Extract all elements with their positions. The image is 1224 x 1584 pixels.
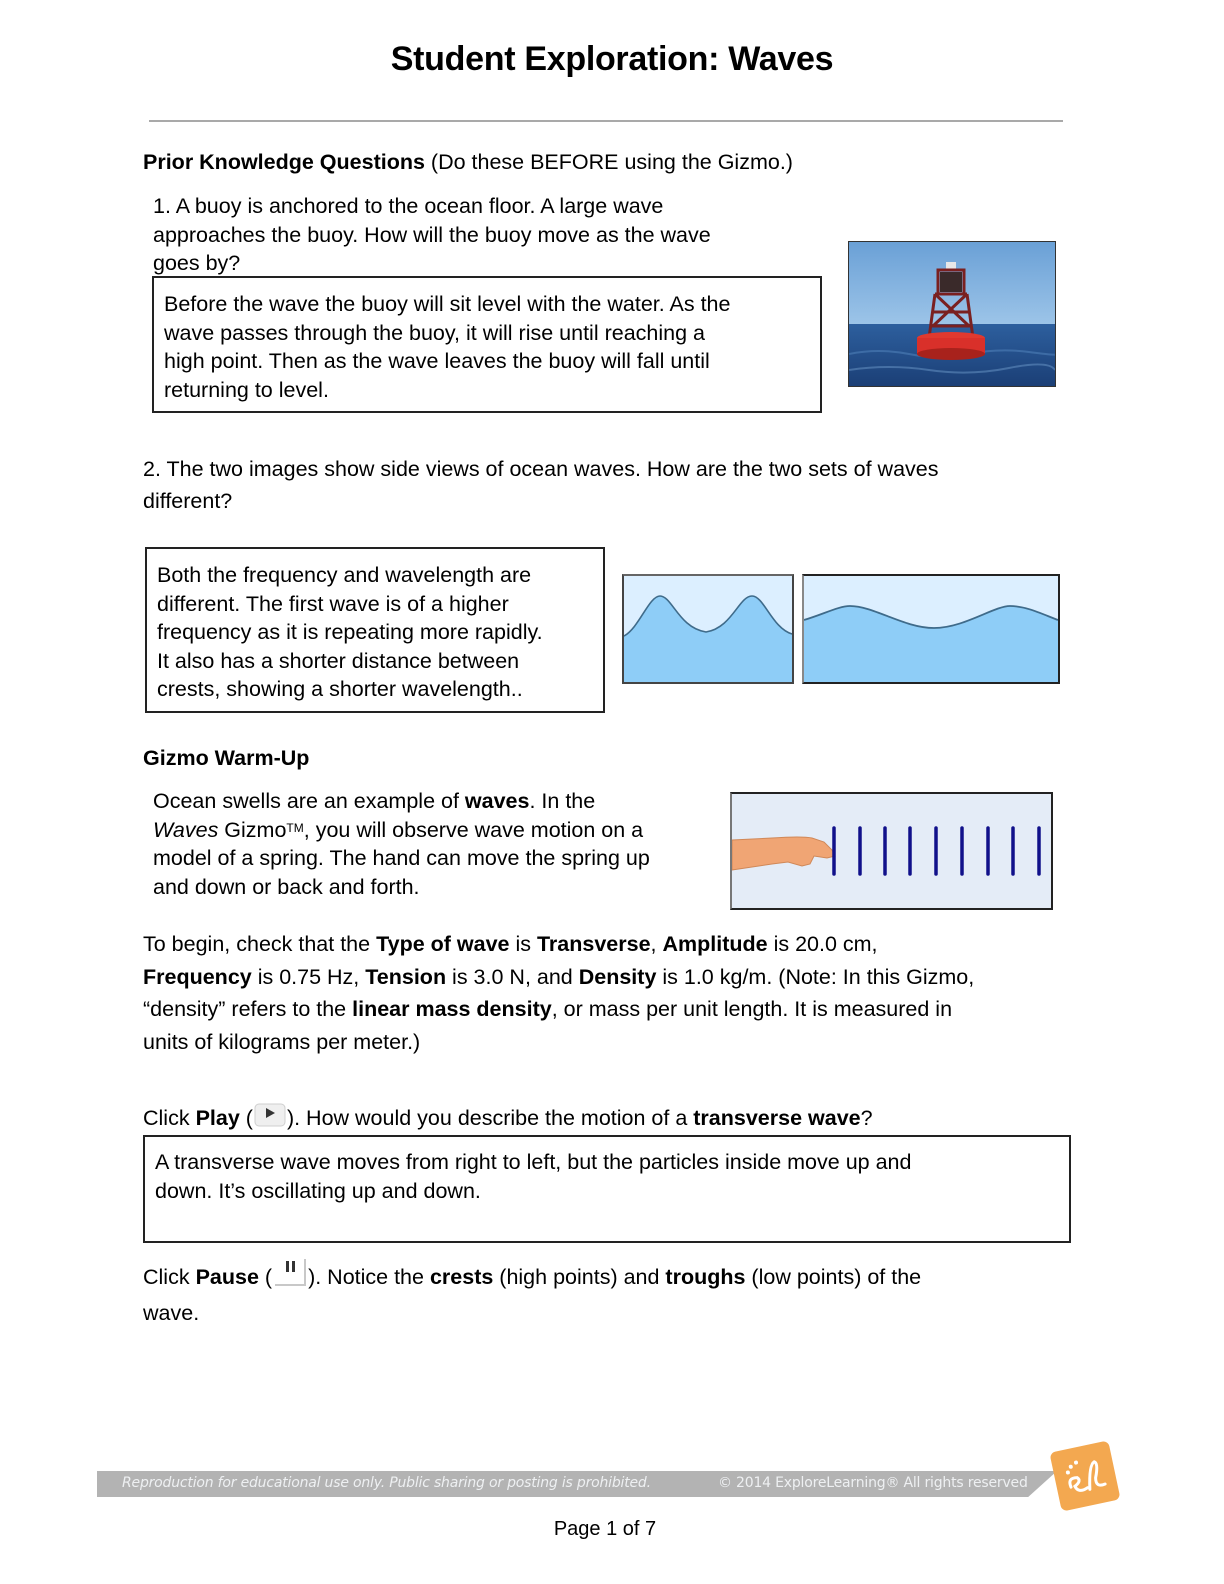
setup-line-3 <box>143 993 1073 1026</box>
pause-line-1 <box>143 1257 1073 1297</box>
answer-box-play[interactable] <box>143 1135 1071 1243</box>
short-wavelength-wave <box>624 576 792 682</box>
text: , or mass per unit length. It is measured in <box>551 997 953 1021</box>
bold-term: Transverse <box>536 932 651 956</box>
question-line: 2. The two images show side views of ocean waves. How are the two sets of waves <box>143 457 939 481</box>
text: is <box>509 932 537 956</box>
bold-term: Density <box>578 964 657 989</box>
bold-term: Tension <box>365 964 447 989</box>
intro-line-3: model of a spring. The hand can move the spring up <box>153 846 650 870</box>
hand-spring-illustration <box>732 794 1051 908</box>
question-line: 1. A buoy is anchored to the ocean floor. A large wave <box>153 194 664 218</box>
text: Click <box>143 1265 196 1289</box>
section-heading-text: Prior Knowledge Questions <box>143 150 425 174</box>
buoy-illustration <box>849 242 1055 386</box>
bold-term: Amplitude <box>662 932 768 956</box>
footer-notice: Reproduction for educational use only. Public sharing or posting is prohibited. <box>122 1475 651 1491</box>
play-icon <box>254 1102 286 1136</box>
text: ( <box>258 1265 273 1289</box>
answer-line: A transverse wave moves from right to left, but the particles inside move up and <box>155 1150 912 1174</box>
question-line: different? <box>143 489 233 513</box>
answer-line: different. The first wave is of a higher <box>157 591 509 616</box>
question-line: goes by? <box>153 251 241 275</box>
answer-line: frequency as it is repeating more rapidly. <box>157 620 543 644</box>
pause-prompt <box>143 1257 1073 1330</box>
answer-line: returning to level. <box>164 377 329 402</box>
section-heading-note: (Do these BEFORE using the Gizmo.) <box>424 150 793 174</box>
answer-line: crests, showing a shorter wavelength.. <box>157 677 523 701</box>
text: Gizmo <box>218 817 287 842</box>
italic-term: Waves <box>153 817 219 842</box>
text: , you will observe wave motion on a <box>303 817 644 842</box>
answer-box-1[interactable] <box>152 276 822 413</box>
long-wavelength-wave <box>804 576 1058 682</box>
bold-term: waves <box>464 789 530 813</box>
answer-line: It also has a shorter distance between <box>157 648 520 673</box>
page-title: Student Exploration: Waves <box>390 40 834 78</box>
answer-line: Before the wave the buoy will sit level with the water. As the <box>164 292 731 316</box>
text: “density” refers to the <box>143 997 353 1021</box>
el-logo-icon <box>1049 1440 1120 1511</box>
bold-term: linear mass density <box>352 997 552 1021</box>
page-number: Page 1 of 7 <box>553 1518 657 1540</box>
bold-term: Play <box>195 1106 240 1130</box>
setup-line-4: units of kilograms per meter.) <box>143 1029 421 1054</box>
buoy-image <box>848 241 1056 387</box>
answer-line: wave passes through the buoy, it will rise until reaching a <box>164 320 705 345</box>
text: ? <box>860 1106 873 1130</box>
trademark: TM <box>286 820 304 835</box>
text: is 1.0 kg/m. (Note: In this Gizmo, <box>656 964 975 989</box>
text: ). How would you describe the motion of a <box>286 1106 694 1130</box>
bold-term: troughs <box>665 1265 746 1289</box>
question-2 <box>143 453 1043 517</box>
warm-up-intro <box>153 787 723 901</box>
bold-term: Pause <box>195 1265 259 1289</box>
text: (high points) and <box>493 1265 666 1289</box>
text: is 0.75 Hz, <box>251 964 366 989</box>
text: is 3.0 N, and <box>446 964 579 989</box>
bold-term: Frequency <box>143 964 252 989</box>
answer-box-2[interactable] <box>145 547 605 713</box>
setup-instructions <box>143 928 1073 1058</box>
intro-line-4: and down or back and forth. <box>153 874 420 899</box>
prior-knowledge-heading <box>143 148 793 177</box>
question-line: approaches the buoy. How will the buoy move as the wave <box>153 222 711 247</box>
text: is 20.0 cm, <box>767 932 878 956</box>
text: ( <box>239 1106 253 1130</box>
setup-line-2 <box>143 961 1073 994</box>
text: Click <box>143 1106 196 1130</box>
warm-up-heading: Gizmo Warm-Up <box>143 746 310 770</box>
spring-gizmo-image <box>730 792 1053 910</box>
spring-coils <box>834 828 1039 874</box>
question-1 <box>153 192 833 278</box>
footer-copyright: © 2014 ExploreLearning® All rights reserved <box>718 1475 1028 1491</box>
intro-line-1 <box>153 787 723 816</box>
bold-term: Type of wave <box>376 932 510 956</box>
intro-line-2 <box>153 816 723 845</box>
pause-icon <box>273 1257 307 1297</box>
wave-image-high-frequency <box>622 574 794 684</box>
answer-line: high point. Then as the wave leaves the buoy will fall until <box>164 349 710 373</box>
text: . In the <box>529 789 596 813</box>
play-prompt <box>143 1102 873 1136</box>
answer-line: down. It’s oscillating up and down. <box>155 1178 481 1203</box>
text: ). Notice the <box>308 1265 430 1289</box>
bold-term: crests <box>429 1265 494 1289</box>
answer-line: Both the frequency and wavelength are <box>157 563 532 587</box>
text: , <box>650 932 663 956</box>
explorelearning-logo <box>1049 1440 1120 1511</box>
text: To begin, check that the <box>143 932 377 956</box>
title-divider <box>149 120 1063 122</box>
setup-line-1 <box>143 928 1073 961</box>
wave-image-low-frequency <box>802 574 1060 684</box>
text: Ocean swells are an example of <box>153 789 465 813</box>
pause-line-2: wave. <box>143 1301 200 1325</box>
text: (low points) of the <box>745 1265 922 1289</box>
bold-term: transverse wave <box>693 1106 861 1130</box>
